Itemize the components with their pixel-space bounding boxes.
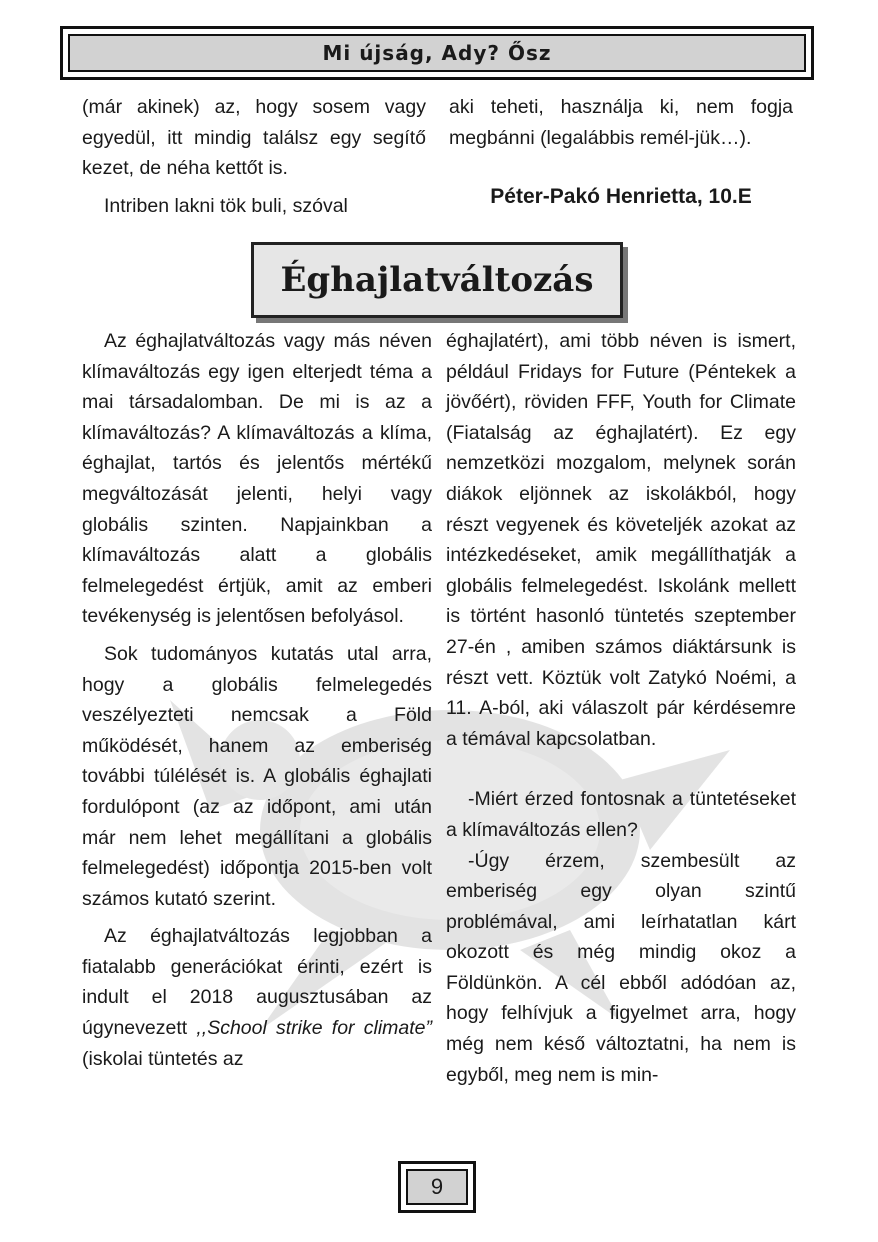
interview-answer: -Úgy érzem, szembesült az emberiség egy olyan szintű problémával, ami leírhatatlan kárt okozott és még mindig okoz a Földünkön. A cél ebből adódóan az, hogy felhívjuk a figyelmet arra, hogy még nem késő változtatni, ha nem is egyből, meg nem is min- — [446, 849, 796, 1086]
page-header — [60, 26, 814, 80]
paragraph: aki teheti, használja ki, nem fogja megbánni (legalábbis remél-jük…). — [449, 96, 793, 149]
quoted-title: ,,School strike for climate” — [196, 1017, 432, 1040]
paragraph-text: Az éghajlatváltozás legjobban a fiatalabb generációkat érinti, ezért is indult el 2018 augusztusában az úgynevezett — [82, 925, 432, 1040]
header-title: Mi újság, Ady? Ősz — [68, 34, 806, 72]
paragraph: Az éghajlatváltozás vagy más néven klímaváltozás egy igen elterjedt téma a mai társadalomban. De mi is az a klímaváltozás? A klímaváltozás a klíma, éghajlat, tartós és jelentős mértékű megváltozását jelenti, helyi vagy globális szinten. Napjainkban a klímaváltozás alatt a globális felmelegedést értjük, amit az emberi tevékenység is jelentősen befolyásol. — [82, 330, 432, 628]
interview-question: -Miért érzed fontosnak a tüntetéseket a klímaváltozás ellen? — [446, 788, 796, 841]
author-byline: Péter-Pakó Henrietta, 10.E — [490, 185, 752, 208]
paragraph-text: (iskolai tüntetés az — [82, 1047, 244, 1070]
paragraph: éghajlatért), ami több néven is ismert, például Fridays for Future (Péntekek a jövőért), röviden FFF, Youth for Climate (Fiatalság az éghajlatért). Ez egy nemzetközi mozgalom, melynek során diákok eljönnek az iskolákból, hogy részt vegyenek és követeljék azokat az intézkedéseket, amik megállíthatják a globális felmelegedést. Iskolánk mellett is történt hasonló tüntetés szeptember 27-én , amiben számos diáktársunk is részt vett. Köztük volt Zatykó Noémi, a 11. A-ból, aki válaszolt pár kérdésemre a témával kapcsolatban. — [446, 330, 796, 750]
article-right-column — [446, 326, 796, 1090]
page-number: 9 — [406, 1169, 468, 1205]
article-title: Éghajlatváltozás — [251, 242, 623, 318]
previous-article-right-column — [449, 92, 793, 153]
previous-article-left-column — [82, 92, 426, 221]
article-left-column — [82, 326, 432, 1074]
paragraph: (már akinek) az, hogy sosem vagy egyedül, itt mindig találsz egy segítő kezet, de néha kettőt is. — [82, 96, 426, 180]
paragraph — [82, 921, 432, 1074]
paragraph: Sok tudományos kutatás utal arra, hogy a globális felmelegedés veszélyezteti nemcsak a Föld működését, hanem az emberiség további túlélését is. A globális éghajlati fordulópont (az az időpont, ami után már nem lehet megállítani a globális felmelegedést) időpontja 2015-ben volt számos kutató szerint. — [82, 642, 432, 910]
paragraph: Intriben lakni tök buli, szóval — [104, 194, 348, 217]
page-number-box — [398, 1161, 476, 1213]
